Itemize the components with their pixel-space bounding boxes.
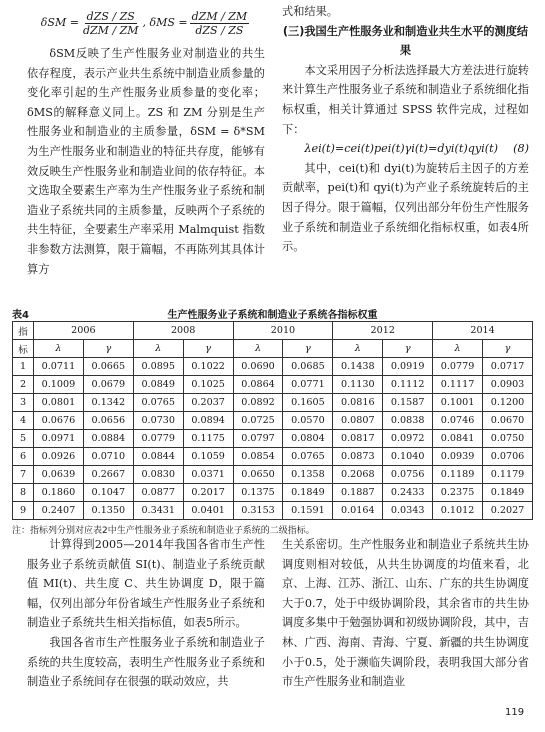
formula-a-fraction xyxy=(81,10,141,37)
header-index-top: 指 xyxy=(13,322,34,340)
table-cell: 0.0717 xyxy=(483,358,533,376)
table-cell: 0.0164 xyxy=(333,502,383,520)
table-cell: 0.1605 xyxy=(283,394,333,412)
paragraph-analysis-cont: 生关系密切。生产性服务业和制造业子系统共生协调度则相对较低，从共生协调度的均值来看，北京、上海、江苏、浙江、山东、广东的共生协调度大于0.7，处于中级协调阶段，其余省市的共生协调度多集中于勉强协调和初级协调阶段，其中，吉林、广西、海南、青海、宁夏、新疆的共生协调度小于0.5，处于濒临失调阶段，表明我国大部分省市生产性服务业和制造业 xyxy=(282,538,529,689)
table-cell: 0.0711 xyxy=(34,358,84,376)
table-cell: 0.0656 xyxy=(83,412,133,430)
table-header-sub xyxy=(13,340,533,358)
table-header-years xyxy=(13,322,533,340)
table-cell: 0.0665 xyxy=(83,358,133,376)
table-cell: 0.0903 xyxy=(483,376,533,394)
table-cell: 0.2027 xyxy=(483,502,533,520)
header-lambda: λ xyxy=(233,340,283,358)
row-index: 3 xyxy=(13,394,34,412)
table-cell: 0.1342 xyxy=(83,394,133,412)
table-cell: 0.1358 xyxy=(283,466,333,484)
formula-b-denominator: dZS / ZS xyxy=(195,23,244,37)
row-index: 4 xyxy=(13,412,34,430)
table-cell: 0.2433 xyxy=(383,484,433,502)
row-index: 6 xyxy=(13,448,34,466)
table-cell: 0.1112 xyxy=(383,376,433,394)
table-cell: 0.0570 xyxy=(283,412,333,430)
header-lambda: λ xyxy=(333,340,383,358)
table-cell: 0.0746 xyxy=(433,412,483,430)
table-cell: 0.0892 xyxy=(233,394,283,412)
table-cell: 0.2037 xyxy=(183,394,233,412)
table-cell: 0.0706 xyxy=(483,448,533,466)
page-number: 119 xyxy=(505,707,525,718)
section-heading: (三)我国生产性服务业和制造业共生水平的测度结果 xyxy=(282,24,529,58)
equation-number: (8) xyxy=(513,142,529,156)
equation-8 xyxy=(282,139,529,159)
table-title: 生产性服务业子系统和制造业子系统各指标权重 xyxy=(167,309,378,321)
table-cell: 0.0894 xyxy=(183,412,233,430)
table-cell: 0.0725 xyxy=(233,412,283,430)
right-column-bottom xyxy=(282,535,529,692)
table-cell: 0.0972 xyxy=(383,430,433,448)
table-cell: 0.0877 xyxy=(133,484,183,502)
table-cell: 0.0771 xyxy=(283,376,333,394)
table-row xyxy=(13,466,533,484)
table-cell: 0.0779 xyxy=(133,430,183,448)
table-cell: 0.0765 xyxy=(283,448,333,466)
table-cell: 0.0797 xyxy=(233,430,283,448)
table-cell: 0.1047 xyxy=(83,484,133,502)
table-cell: 0.0639 xyxy=(34,466,84,484)
table-number: 表4 xyxy=(12,309,29,321)
header-gamma: γ xyxy=(183,340,233,358)
table-cell: 0.0849 xyxy=(133,376,183,394)
paragraph-analysis: 我国各省市生产性服务业子系统和制造业子系统的共生度较高，表明生产性服务业子系统和制造业子系统间存在很强的联动效应，共 xyxy=(27,635,265,689)
table-cell: 0.1849 xyxy=(283,484,333,502)
table-cell: 0.0939 xyxy=(433,448,483,466)
table-cell: 0.1438 xyxy=(333,358,383,376)
formula-a-numerator: dZS / ZS xyxy=(86,9,135,23)
table-cell: 0.0371 xyxy=(183,466,233,484)
table-cell: 0.0765 xyxy=(133,394,183,412)
formula-codependence xyxy=(27,2,265,44)
paragraph-method: 本文采用因子分析法选择最大方差法进行旋转来计算生产性服务业子系统和制造业子系统细化指标权重，相关计算通过 SPSS 软件完成，过程如下： xyxy=(282,63,529,136)
paragraph-continuation: 式和结果。 xyxy=(282,5,338,18)
header-lambda: λ xyxy=(133,340,183,358)
paragraph-results: 计算得到2005—2014年我国各省市生产性服务业子系统贡献值 SI(t)、制造业子系统贡献值 MI(t)、共生度 C、共生协调度 D，限于篇幅，仅列出部分年份省域生产性服务业子系统和制造业子系统共生相关指标值，如表5所示。 xyxy=(27,538,265,630)
table-cell: 0.0685 xyxy=(283,358,333,376)
header-index-bottom: 标 xyxy=(13,340,34,358)
table-cell: 0.2407 xyxy=(34,502,84,520)
table-cell: 0.0756 xyxy=(383,466,433,484)
table-cell: 0.0841 xyxy=(433,430,483,448)
right-column-top xyxy=(282,2,529,257)
table-cell: 0.1587 xyxy=(383,394,433,412)
row-index: 5 xyxy=(13,430,34,448)
table-cell: 0.0801 xyxy=(34,394,84,412)
table-cell: 0.2667 xyxy=(83,466,133,484)
table-cell: 0.0971 xyxy=(34,430,84,448)
table-cell: 0.3153 xyxy=(233,502,283,520)
table-cell: 0.3431 xyxy=(133,502,183,520)
table-cell: 0.1059 xyxy=(183,448,233,466)
table-cell: 0.1189 xyxy=(433,466,483,484)
table-cell: 0.1375 xyxy=(233,484,283,502)
table-caption xyxy=(12,305,533,321)
header-year: 2010 xyxy=(233,322,333,340)
row-index: 2 xyxy=(13,376,34,394)
table-cell: 0.1130 xyxy=(333,376,383,394)
table-cell: 0.1849 xyxy=(483,484,533,502)
table-cell: 0.1001 xyxy=(433,394,483,412)
table-cell: 0.1200 xyxy=(483,394,533,412)
left-column-bottom xyxy=(27,535,265,692)
table-cell: 0.1009 xyxy=(34,376,84,394)
table-cell: 0.0844 xyxy=(133,448,183,466)
table-row xyxy=(13,412,533,430)
table-body xyxy=(13,358,533,520)
paragraph-codependence: δSM反映了生产性服务业对制造业的共生依存程度，表示产业共生系统中制造业质参量的变化率引起的生产性服务业质参量的变化率；δMS的解释意义同上。ZS 和 ZM 分别是生产性服务业和制造业的主质参量，δSM = δ*SM为生产性服务业和制造业的特征共存度，能够有效反映生产性服务业和制造业间的依存特征。本文选取全要素生产率为生产性服务业子系统和制造业子系统共同的主质参量，反映两个子系统的共生特征，全要素生产率采用 Malmquist 指数非参数方法测算，限于篇幅，不再陈列其具体计算方 xyxy=(27,47,265,276)
table-4-area xyxy=(12,305,533,536)
weights-table xyxy=(12,321,533,520)
formula-b-lhs: , δMS = xyxy=(142,16,188,30)
table-row xyxy=(13,502,533,520)
table-cell: 0.1025 xyxy=(183,376,233,394)
table-cell: 0.2068 xyxy=(333,466,383,484)
table-cell: 0.0884 xyxy=(83,430,133,448)
row-index: 7 xyxy=(13,466,34,484)
table-cell: 0.1040 xyxy=(383,448,433,466)
table-cell: 0.0679 xyxy=(83,376,133,394)
table-row xyxy=(13,358,533,376)
table-cell: 0.1022 xyxy=(183,358,233,376)
formula-a-denominator: dZM / ZM xyxy=(82,23,139,37)
table-cell: 0.0650 xyxy=(233,466,283,484)
table-cell: 0.0817 xyxy=(333,430,383,448)
table-cell: 0.0926 xyxy=(34,448,84,466)
table-cell: 0.0676 xyxy=(34,412,84,430)
header-year: 2008 xyxy=(133,322,233,340)
table-cell: 0.0343 xyxy=(383,502,433,520)
table-row xyxy=(13,376,533,394)
table-cell: 0.0807 xyxy=(333,412,383,430)
table-cell: 0.0401 xyxy=(183,502,233,520)
table-cell: 0.1887 xyxy=(333,484,383,502)
left-column-top xyxy=(27,2,265,279)
paragraph-equation-explain: 其中，cei(t)和 dyi(t)为旋转后主因子的方差贡献率，pei(t)和 qyi(t)为产业子系统旋转后的主因子得分。限于篇幅，仅列出部分年份生产性服务业子系统和制造业子系统细化指标权重，如表4所示。 xyxy=(282,161,529,254)
header-year: 2006 xyxy=(34,322,134,340)
header-lambda: λ xyxy=(433,340,483,358)
table-cell: 0.1012 xyxy=(433,502,483,520)
table-row xyxy=(13,448,533,466)
table-cell: 0.0830 xyxy=(133,466,183,484)
formula-a-lhs: δSM = xyxy=(40,16,79,30)
table-cell: 0.0690 xyxy=(233,358,283,376)
table-note: 注：指标列分别对应表2中生产性服务业子系统和制造业子系统的二级指标。 xyxy=(12,526,315,536)
table-cell: 0.0854 xyxy=(233,448,283,466)
header-gamma: γ xyxy=(283,340,333,358)
table-cell: 0.1117 xyxy=(433,376,483,394)
table-cell: 0.0864 xyxy=(233,376,283,394)
table-cell: 0.0919 xyxy=(383,358,433,376)
table-cell: 0.0804 xyxy=(283,430,333,448)
header-gamma: γ xyxy=(83,340,133,358)
formula-b-fraction xyxy=(190,10,250,37)
equation-body: λei(t)=cei(t)pei(t)γi(t)=dyi(t)qyi(t) xyxy=(304,142,498,156)
table-cell: 0.0873 xyxy=(333,448,383,466)
formula-b-numerator: dZM / ZM xyxy=(191,9,248,23)
table-cell: 0.0750 xyxy=(483,430,533,448)
table-cell: 0.0730 xyxy=(133,412,183,430)
header-gamma: γ xyxy=(383,340,433,358)
table-cell: 0.0779 xyxy=(433,358,483,376)
row-index: 1 xyxy=(13,358,34,376)
row-index: 9 xyxy=(13,502,34,520)
table-cell: 0.0670 xyxy=(483,412,533,430)
table-cell: 0.2375 xyxy=(433,484,483,502)
header-gamma: γ xyxy=(483,340,533,358)
table-cell: 0.1175 xyxy=(183,430,233,448)
table-cell: 0.1591 xyxy=(283,502,333,520)
table-cell: 0.1179 xyxy=(483,466,533,484)
header-year: 2014 xyxy=(433,322,533,340)
row-index: 8 xyxy=(13,484,34,502)
table-cell: 0.0895 xyxy=(133,358,183,376)
table-cell: 0.0710 xyxy=(83,448,133,466)
header-year: 2012 xyxy=(333,322,433,340)
table-row xyxy=(13,430,533,448)
table-row xyxy=(13,484,533,502)
table-row xyxy=(13,394,533,412)
table-cell: 0.0838 xyxy=(383,412,433,430)
header-lambda: λ xyxy=(34,340,84,358)
table-cell: 0.0816 xyxy=(333,394,383,412)
table-cell: 0.2017 xyxy=(183,484,233,502)
table-cell: 0.1350 xyxy=(83,502,133,520)
table-cell: 0.1860 xyxy=(34,484,84,502)
